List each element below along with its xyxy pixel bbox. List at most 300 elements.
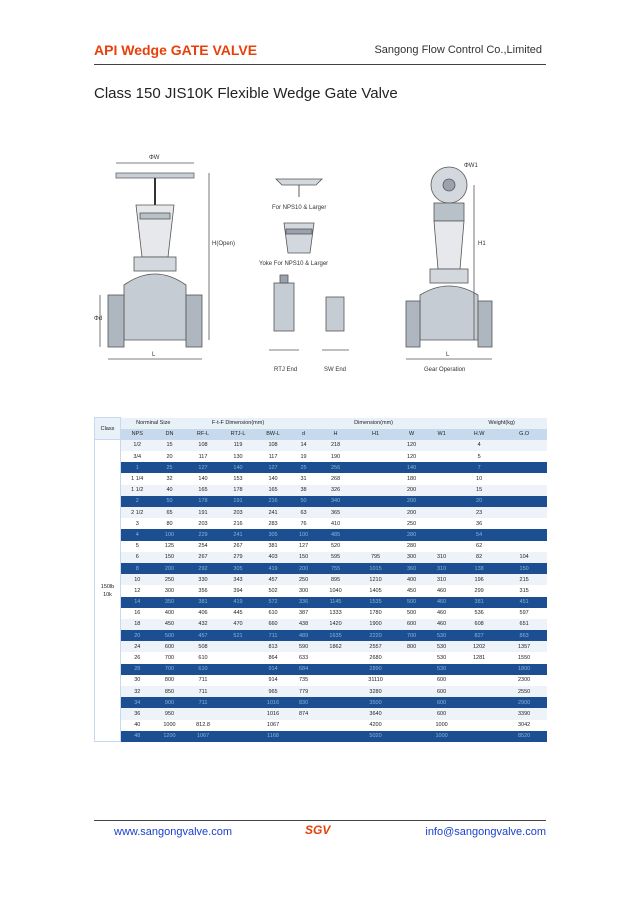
table-cell: 457 [186, 630, 221, 641]
table-cell [457, 697, 502, 708]
table-cell [221, 697, 256, 708]
dimension-table [94, 417, 547, 742]
table-cell: 250 [291, 574, 317, 585]
table-cell: 1168 [256, 731, 291, 742]
table-cell: 1 [121, 462, 154, 473]
table-cell: 127 [186, 462, 221, 473]
label-l-right: L [446, 352, 450, 358]
table-cell: 19 [291, 451, 317, 462]
table-cell: 108 [256, 440, 291, 451]
table-cell: 356 [186, 585, 221, 596]
table-cell: 1016 [256, 708, 291, 719]
table-cell [502, 451, 547, 462]
table-cell: 54 [457, 529, 502, 540]
table-cell: 178 [221, 485, 256, 496]
table-row [95, 451, 547, 462]
table-cell: 1405 [355, 585, 397, 596]
table-cell: 460 [427, 585, 457, 596]
table-cell [427, 541, 457, 552]
table-cell [355, 473, 397, 484]
table-cell: 779 [291, 686, 317, 697]
table-cell: 4200 [355, 720, 397, 731]
table-cell [186, 708, 221, 719]
table-cell: 600 [397, 619, 427, 630]
sub-header-g-o: G.O [502, 429, 547, 440]
table-cell: 633 [291, 652, 317, 663]
table-cell: 63 [291, 507, 317, 518]
table-cell: 381 [457, 597, 502, 608]
table-cell: 3280 [355, 686, 397, 697]
table-row [95, 708, 547, 719]
sub-header-h: H [317, 429, 355, 440]
table-cell: 1420 [317, 619, 355, 630]
table-cell: 20 [154, 451, 186, 462]
table-cell [221, 675, 256, 686]
table-cell: 5 [457, 451, 502, 462]
table-cell: 600 [427, 675, 457, 686]
table-cell: 165 [186, 485, 221, 496]
table-cell: 190 [317, 451, 355, 462]
table-cell: 595 [317, 552, 355, 563]
table-cell: 140 [186, 473, 221, 484]
table-cell [317, 652, 355, 663]
table-cell: 178 [186, 496, 221, 507]
table-cell: 127 [291, 541, 317, 552]
header-divider [94, 64, 546, 65]
table-cell: 10 [457, 473, 502, 484]
table-cell [355, 440, 397, 451]
email-link[interactable]: info@sangongvalve.com [425, 826, 546, 838]
table-cell: 827 [457, 630, 502, 641]
table-cell: 432 [186, 619, 221, 630]
table-cell: 711 [186, 697, 221, 708]
table-cell: 965 [256, 686, 291, 697]
document-title: API Wedge GATE VALVE [94, 42, 258, 58]
table-cell: 241 [256, 507, 291, 518]
table-cell: 12 [121, 585, 154, 596]
table-row [95, 541, 547, 552]
table-cell [355, 496, 397, 507]
table-cell: 310 [427, 574, 457, 585]
table-cell: 3640 [355, 708, 397, 719]
table-cell [397, 731, 427, 742]
table-cell: 180 [397, 473, 427, 484]
table-cell: 100 [291, 529, 317, 540]
page-header [94, 42, 544, 64]
table-cell: 191 [186, 507, 221, 518]
table-cell: 120 [397, 451, 427, 462]
table-cell: 500 [154, 630, 186, 641]
table-cell [317, 686, 355, 697]
table-cell: 610 [186, 664, 221, 675]
table-cell: 1067 [186, 731, 221, 742]
table-cell: 82 [457, 552, 502, 563]
label-yoke: Yoke For NPS10 & Larger [259, 261, 329, 267]
table-cell: 6 [121, 552, 154, 563]
table-cell: 2890 [355, 664, 397, 675]
table-cell: 32 [121, 686, 154, 697]
table-cell: 1015 [355, 563, 397, 574]
table-cell: 300 [291, 585, 317, 596]
table-cell: 610 [186, 652, 221, 663]
table-cell: 3390 [502, 708, 547, 719]
table-cell: 572 [256, 597, 291, 608]
table-cell: 1067 [256, 720, 291, 731]
table-cell: 530 [427, 652, 457, 663]
table-cell: 406 [186, 608, 221, 619]
table-cell: 874 [291, 708, 317, 719]
table-cell [502, 496, 547, 507]
table-cell [355, 518, 397, 529]
table-cell: 400 [397, 574, 427, 585]
table-cell: 8 [121, 563, 154, 574]
table-cell: 394 [221, 585, 256, 596]
table-cell: 1780 [355, 608, 397, 619]
table-cell [221, 652, 256, 663]
table-row [95, 697, 547, 708]
table-cell: 80 [154, 518, 186, 529]
table-cell: 203 [221, 507, 256, 518]
valve-drawing-svg [94, 145, 546, 385]
table-cell: 267 [221, 541, 256, 552]
table-cell: 1 1/2 [121, 485, 154, 496]
table-row [95, 652, 547, 663]
table-cell: 125 [154, 541, 186, 552]
table-cell: 254 [186, 541, 221, 552]
table-cell: 50 [291, 496, 317, 507]
table-cell: 600 [427, 708, 457, 719]
table-cell: 310 [427, 552, 457, 563]
table-cell: 1000 [427, 720, 457, 731]
table-cell: 120 [397, 440, 427, 451]
table-cell: 2 [121, 496, 154, 507]
table-cell [317, 675, 355, 686]
company-logo: SGV [305, 823, 331, 837]
table-row [95, 507, 547, 518]
table-cell: 267 [186, 552, 221, 563]
table-cell: 130 [221, 451, 256, 462]
table-cell: 1145 [317, 597, 355, 608]
table-cell: 15 [154, 440, 186, 451]
table-cell: 460 [427, 608, 457, 619]
sub-header-row [95, 429, 547, 440]
table-cell: 299 [457, 585, 502, 596]
table-cell: 600 [427, 686, 457, 697]
table-cell: 191 [221, 496, 256, 507]
table-cell: 24 [121, 641, 154, 652]
table-cell: 10 [121, 574, 154, 585]
table-cell [397, 652, 427, 663]
table-cell: 651 [502, 619, 547, 630]
table-cell: 795 [355, 552, 397, 563]
table-cell: 600 [154, 641, 186, 652]
table-cell: 31 [291, 473, 317, 484]
table-cell: 735 [291, 675, 317, 686]
table-cell: 597 [502, 608, 547, 619]
table-cell [502, 507, 547, 518]
table-row [95, 496, 547, 507]
table-cell: 268 [317, 473, 355, 484]
table-cell: 50 [154, 496, 186, 507]
table-cell [427, 440, 457, 451]
table-cell: 330 [186, 574, 221, 585]
label-rtj: RTJ End [274, 367, 298, 373]
label-nps10: For NPS10 & Larger [272, 205, 327, 211]
table-cell: 200 [291, 563, 317, 574]
table-cell: 23 [457, 507, 502, 518]
table-cell: 1 1/4 [121, 473, 154, 484]
sub-header-w1: W1 [427, 429, 457, 440]
group-header-weight: Weight(kg) [457, 418, 547, 429]
table-cell [317, 664, 355, 675]
table-cell: 500 [397, 597, 427, 608]
table-cell: 305 [256, 529, 291, 540]
table-cell: 2300 [502, 675, 547, 686]
table-cell: 403 [256, 552, 291, 563]
table-cell: 7 [457, 462, 502, 473]
table-row [95, 675, 547, 686]
table-cell [457, 720, 502, 731]
table-cell: 530 [427, 630, 457, 641]
table-cell: 30 [121, 675, 154, 686]
table-cell [291, 731, 317, 742]
table-cell: 250 [397, 518, 427, 529]
table-cell [457, 675, 502, 686]
table-cell [427, 462, 457, 473]
table-cell: 365 [317, 507, 355, 518]
table-cell: 950 [154, 708, 186, 719]
table-cell: 200 [397, 507, 427, 518]
table-cell [502, 518, 547, 529]
table-cell: 140 [256, 473, 291, 484]
company-name: Sangong Flow Control Co.,Limited [374, 44, 542, 56]
table-cell: 800 [397, 641, 427, 652]
table-cell [355, 485, 397, 496]
footer-divider [94, 820, 546, 821]
table-cell [397, 686, 427, 697]
table-row [95, 619, 547, 630]
class-cell [95, 440, 121, 742]
sub-header-h1: H1 [355, 429, 397, 440]
table-cell [221, 731, 256, 742]
table-cell: 387 [291, 608, 317, 619]
table-cell: 590 [291, 641, 317, 652]
table-cell: 419 [221, 597, 256, 608]
table-cell: 14 [291, 440, 317, 451]
table-cell: 1000 [427, 731, 457, 742]
table-cell [397, 697, 427, 708]
table-cell [427, 473, 457, 484]
table-cell: 1357 [502, 641, 547, 652]
group-header-dimension: Dimension(mm) [291, 418, 457, 429]
table-cell: 400 [154, 608, 186, 619]
table-cell: 485 [317, 529, 355, 540]
table-cell: 300 [397, 552, 427, 563]
table-cell [502, 462, 547, 473]
table-cell: 2557 [355, 641, 397, 652]
table-cell [317, 708, 355, 719]
group-header-size: Norminal Size [121, 418, 186, 429]
table-cell: 864 [256, 652, 291, 663]
table-cell [427, 451, 457, 462]
table-row [95, 574, 547, 585]
table-cell [427, 485, 457, 496]
table-cell [502, 529, 547, 540]
table-cell [427, 529, 457, 540]
table-cell: 350 [154, 597, 186, 608]
table-row [95, 731, 547, 742]
table-row [95, 552, 547, 563]
table-cell: 343 [221, 574, 256, 585]
table-cell: 38 [291, 485, 317, 496]
table-cell: 1200 [154, 731, 186, 742]
table-cell [221, 720, 256, 731]
table-cell: 381 [256, 541, 291, 552]
table-cell: 203 [186, 518, 221, 529]
table-cell: 28 [121, 664, 154, 675]
table-cell [427, 507, 457, 518]
table-cell [457, 708, 502, 719]
table-cell: 1535 [355, 597, 397, 608]
table-cell: 153 [221, 473, 256, 484]
table-cell: 218 [317, 440, 355, 451]
table-cell: 1900 [355, 619, 397, 630]
table-row [95, 529, 547, 540]
table-cell: 200 [397, 485, 427, 496]
table-cell: 812.8 [186, 720, 221, 731]
table-cell [397, 720, 427, 731]
table-cell [457, 686, 502, 697]
table-cell: 813 [256, 641, 291, 652]
table-cell: 18 [121, 619, 154, 630]
table-cell: 16 [121, 608, 154, 619]
table-row [95, 585, 547, 596]
table-cell: 25 [291, 462, 317, 473]
table-cell: 104 [502, 552, 547, 563]
table-cell: 108 [186, 440, 221, 451]
table-cell: 610 [256, 608, 291, 619]
table-cell: 165 [256, 485, 291, 496]
table-cell: 292 [186, 563, 221, 574]
class-value: 150lb [100, 583, 115, 590]
table-cell: 119 [221, 440, 256, 451]
table-cell: 3/4 [121, 451, 154, 462]
table-cell: 250 [154, 574, 186, 585]
table-cell: 140 [397, 462, 427, 473]
table-cell: 895 [317, 574, 355, 585]
table-cell: 3 [121, 518, 154, 529]
table-cell [457, 664, 502, 675]
table-cell: 117 [256, 451, 291, 462]
table-cell: 660 [256, 619, 291, 630]
table-cell: 1202 [457, 641, 502, 652]
table-row [95, 641, 547, 652]
table-cell: 150 [502, 563, 547, 574]
table-cell: 3500 [355, 697, 397, 708]
table-cell: 150 [154, 552, 186, 563]
table-cell: 279 [221, 552, 256, 563]
table-cell [427, 496, 457, 507]
table-cell [291, 720, 317, 731]
table-cell: 140 [221, 462, 256, 473]
label-h-open: H(Open) [212, 241, 236, 247]
table-cell: 216 [256, 496, 291, 507]
label-phi-d-left: Φd [94, 316, 103, 322]
table-cell: 451 [502, 597, 547, 608]
table-cell: 62 [457, 541, 502, 552]
table-cell: 450 [397, 585, 427, 596]
table-cell: 2550 [502, 686, 547, 697]
table-cell: 530 [427, 664, 457, 675]
table-cell [397, 675, 427, 686]
table-cell: 460 [427, 619, 457, 630]
table-cell: 48 [121, 731, 154, 742]
table-cell: 520 [317, 541, 355, 552]
table-cell: 241 [221, 529, 256, 540]
table-cell: 381 [186, 597, 221, 608]
table-cell: 315 [502, 585, 547, 596]
table-cell: 850 [154, 686, 186, 697]
table-cell [397, 664, 427, 675]
table-cell [355, 451, 397, 462]
table-cell [221, 641, 256, 652]
table-cell: 438 [291, 619, 317, 630]
table-cell: 1862 [317, 641, 355, 652]
table-cell: 100 [154, 529, 186, 540]
table-cell: 1800 [502, 664, 547, 675]
table-row [95, 686, 547, 697]
class-value: 10k [103, 591, 112, 598]
label-gear: Gear Operation [424, 367, 466, 373]
table-cell: 755 [317, 563, 355, 574]
table-cell: 1000 [154, 720, 186, 731]
table-cell: 1040 [317, 585, 355, 596]
table-cell: 508 [186, 641, 221, 652]
table-cell: 700 [154, 664, 186, 675]
table-cell: 419 [256, 563, 291, 574]
website-link[interactable]: www.sangongvalve.com [114, 826, 233, 838]
table-cell [397, 708, 427, 719]
table-cell: 1333 [317, 608, 355, 619]
table-cell [221, 708, 256, 719]
sub-header-nps: NPS [121, 429, 154, 440]
table-cell [502, 541, 547, 552]
table-cell: 536 [457, 608, 502, 619]
table-row [95, 597, 547, 608]
table-cell: 450 [154, 619, 186, 630]
table-cell: 3042 [502, 720, 547, 731]
table-cell [221, 686, 256, 697]
table-cell: 1281 [457, 652, 502, 663]
table-cell: 4 [121, 529, 154, 540]
table-cell [355, 541, 397, 552]
table-cell: 800 [154, 675, 186, 686]
table-cell: 1635 [317, 630, 355, 641]
table-cell: 608 [457, 619, 502, 630]
table-cell: 5 [121, 541, 154, 552]
sub-header-w: W [397, 429, 427, 440]
sub-header-rf-l: RF-L [186, 429, 221, 440]
table-cell: 600 [427, 697, 457, 708]
table-row [95, 720, 547, 731]
table-cell: 40 [121, 720, 154, 731]
table-row [95, 462, 547, 473]
table-cell: 5020 [355, 731, 397, 742]
table-cell: 76 [291, 518, 317, 529]
group-header-ftf: F-t-F Dimension(mm) [186, 418, 291, 429]
table-cell: 280 [397, 541, 427, 552]
table-cell: 15 [457, 485, 502, 496]
